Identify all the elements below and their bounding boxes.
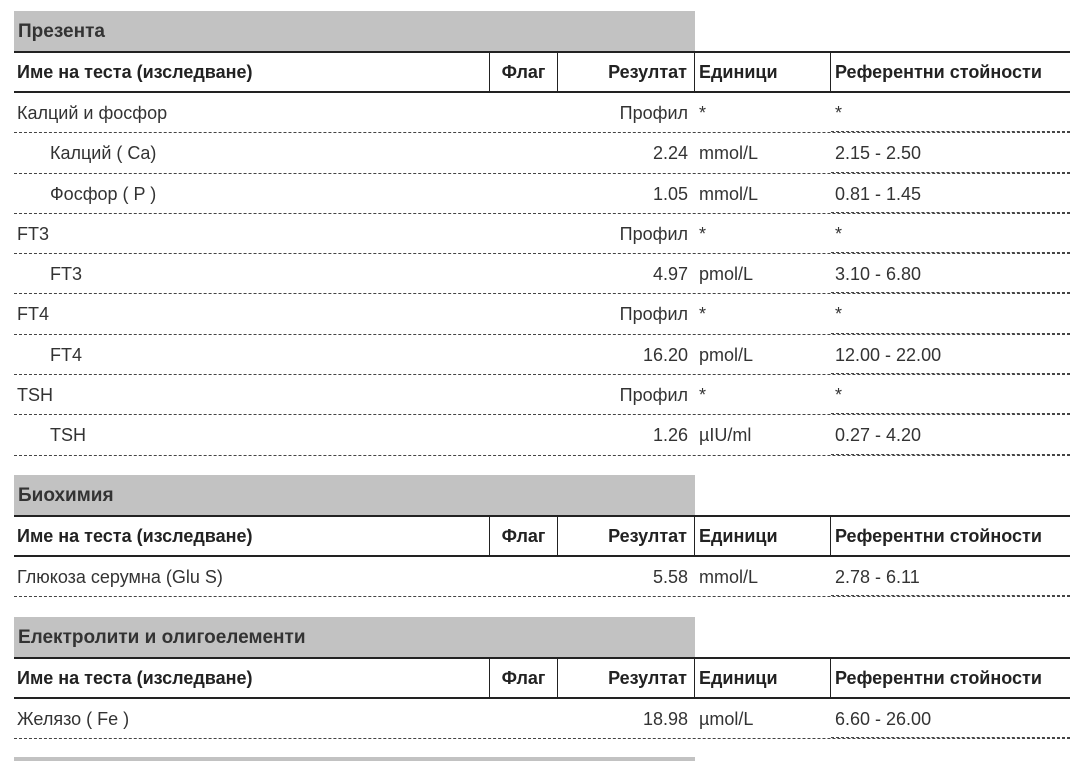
test-units: µIU/ml (699, 425, 752, 446)
test-result: 5.58 (652, 567, 688, 587)
test-reference: 0.27 - 4.20 (831, 415, 1070, 454)
test-result: Профил (619, 385, 688, 406)
test-name: FT3 (17, 223, 50, 244)
test-flag (490, 375, 558, 414)
test-units: pmol/L (699, 344, 754, 365)
test-flag (490, 93, 558, 132)
section-title: Биохимия (14, 475, 695, 515)
test-result: Профил (619, 223, 688, 244)
test-units: * (699, 103, 707, 123)
table-row (14, 254, 1070, 294)
test-name: Глюкоза серумна (Glu S) (17, 567, 223, 587)
section-biochemistry (14, 475, 1070, 597)
test-result: Профил (619, 304, 688, 325)
test-units: * (699, 304, 707, 325)
table-row (14, 174, 1070, 214)
col-header-result: Резултат (558, 53, 695, 91)
col-header-name: Име на теста (изследване) (14, 659, 490, 697)
test-result: 1.05 (652, 183, 688, 204)
section-electrolytes (14, 617, 1070, 739)
col-header-flag: Флаг (490, 53, 558, 91)
test-name: Калций и фосфор (17, 103, 168, 123)
test-units: mmol/L (699, 183, 759, 204)
col-header-reference: Референтни стойности (835, 526, 1042, 546)
test-flag (490, 294, 558, 333)
table-row (14, 375, 1070, 415)
table-row (14, 133, 1070, 173)
test-name: TSH (17, 385, 53, 406)
test-name: FT4 (17, 304, 50, 325)
test-result: 4.97 (652, 264, 688, 285)
col-header-units: Единици (695, 53, 831, 91)
col-header-name: Име на теста (изследване) (14, 517, 490, 555)
test-name: FT4 (50, 344, 83, 365)
col-header-reference: Референтни стойности (835, 62, 1042, 82)
test-reference: * (831, 294, 1070, 333)
table-header (14, 51, 1070, 93)
test-name: Желязо ( Fe ) (17, 709, 130, 729)
test-reference: * (831, 214, 1070, 253)
col-header-flag: Флаг (490, 659, 558, 697)
next-section-title-bar (14, 757, 695, 761)
test-result: 16.20 (642, 344, 688, 365)
test-flag (490, 254, 558, 293)
test-units: µmol/L (699, 709, 754, 729)
test-reference: 0.81 - 1.45 (831, 174, 1070, 213)
test-reference: 3.10 - 6.80 (831, 254, 1070, 293)
test-units: * (699, 223, 707, 244)
test-reference: 12.00 - 22.00 (831, 335, 1070, 374)
test-reference: 2.78 - 6.11 (831, 557, 1070, 596)
section-title: Електролити и олигоелементи (14, 617, 695, 657)
test-flag (490, 415, 558, 454)
section-presenta (14, 11, 1070, 456)
test-flag (490, 133, 558, 172)
col-header-flag: Флаг (490, 517, 558, 555)
col-header-units: Единици (695, 659, 831, 697)
col-header-result: Резултат (558, 659, 695, 697)
test-result: 18.98 (642, 709, 688, 729)
test-result: Профил (619, 103, 688, 123)
table-row (14, 93, 1070, 133)
test-result: 2.24 (652, 143, 688, 164)
table-header (14, 515, 1070, 557)
test-result: 1.26 (652, 425, 688, 446)
test-flag (490, 174, 558, 213)
test-reference: * (831, 375, 1070, 414)
test-flag (490, 335, 558, 374)
test-name: TSH (50, 425, 86, 446)
test-reference: 6.60 - 26.00 (831, 699, 1070, 738)
col-header-name: Име на теста (изследване) (14, 53, 490, 91)
test-reference: 2.15 - 2.50 (831, 133, 1070, 172)
test-name: FT3 (50, 264, 83, 285)
test-units: pmol/L (699, 264, 754, 285)
test-reference: * (831, 93, 1070, 132)
test-name: Фосфор ( P ) (50, 183, 157, 204)
test-flag (490, 699, 558, 738)
table-row (14, 699, 1070, 739)
col-header-reference: Референтни стойности (835, 668, 1042, 688)
table-row (14, 557, 1070, 597)
test-units: mmol/L (699, 567, 759, 587)
test-name: Калций ( Ca) (50, 143, 157, 164)
col-header-units: Единици (695, 517, 831, 555)
table-row (14, 214, 1070, 254)
table-row (14, 294, 1070, 334)
col-header-result: Резултат (558, 517, 695, 555)
test-flag (490, 214, 558, 253)
table-row (14, 335, 1070, 375)
test-flag (490, 557, 558, 596)
table-row (14, 415, 1070, 455)
section-title: Презента (14, 11, 695, 51)
test-units: * (699, 385, 707, 406)
table-header (14, 657, 1070, 699)
test-units: mmol/L (699, 143, 759, 164)
